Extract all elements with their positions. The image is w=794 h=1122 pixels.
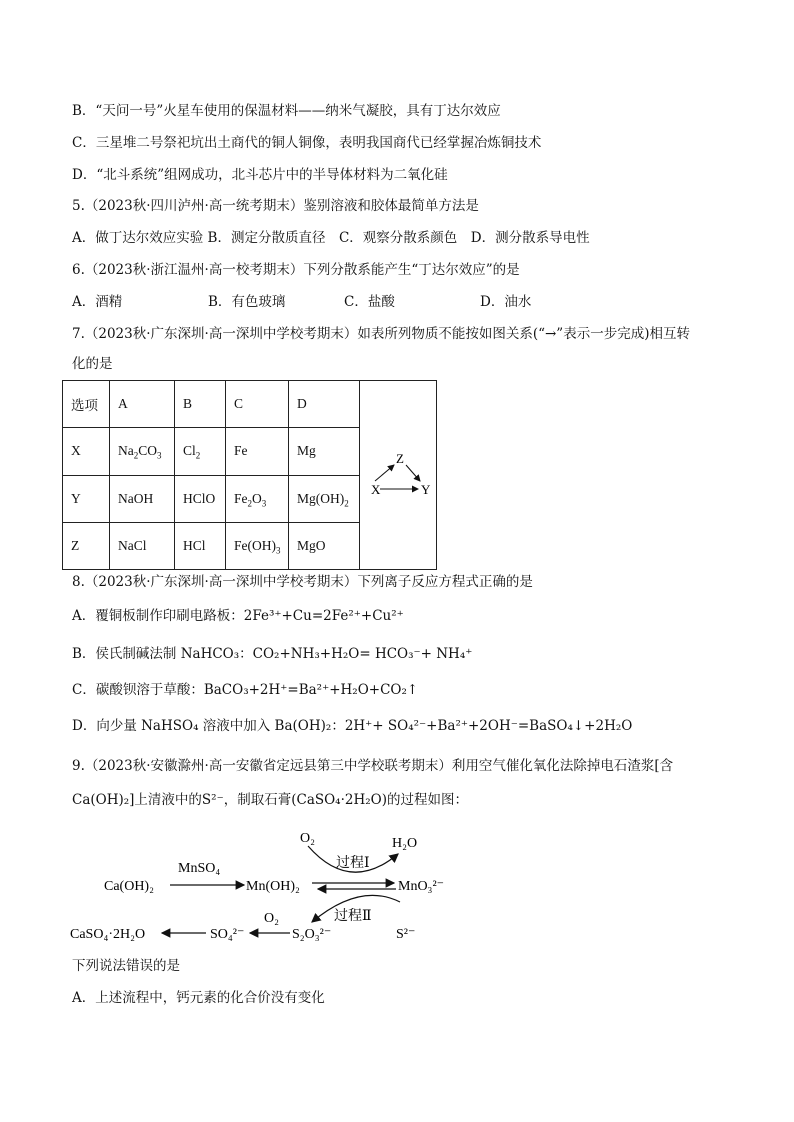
q6-option-b: B．有色玻璃 [208,294,286,310]
table-cell: HClO [175,475,226,522]
table-cell: NaCl [110,522,175,569]
flow-caoh2: Ca(OH)₂ [104,879,154,894]
flow-process1: 过程Ⅰ [336,856,370,871]
flow-mnso4: MnSO₄ [178,861,221,876]
table-cell: MgO [289,522,360,569]
table-cell: Z [63,522,110,569]
q7-stem-line2: 化的是 [72,356,113,372]
table-row [63,381,437,428]
q9-stem-line1: 9.（2023秋·安徽滁州·高一安徽省定远县第三中学校联考期末）利用空气催化氧化法除掉电石渣浆[含 [72,758,674,774]
q7-table [62,380,437,570]
diagram-label-z: Z [396,451,404,466]
table-cell: $Cl_2$ [175,428,226,475]
table-cell: Fe [226,428,289,475]
q9-option-a: A．上述流程中，钙元素的化合价没有变化 [72,990,325,1006]
diagram-label-x: X [371,482,381,497]
table-header-cell: B [175,381,226,428]
arrow-z-to-y [406,465,420,481]
table-header-cell: 选项 [63,381,110,428]
arrow-x-to-z [375,465,394,481]
table-cell: NaOH [110,475,175,522]
q7-diagram-cell [360,381,437,570]
q9-process-diagram [60,822,480,950]
table-cell: HCl [175,522,226,569]
table-cell: $Na_2CO_3$ [110,428,175,475]
table-cell: $Fe(OH)_3$ [226,522,289,569]
q6-option-a: A．酒精 [72,294,123,310]
q5-options: A．做丁达尔效应实验 B．测定分散质直径 C．观察分散系颜色 D．测分散系导电性 [72,230,590,246]
q6-option-c: C．盐酸 [344,294,395,310]
q7-triangle-diagram [360,381,436,565]
q8-stem: 8.（2023秋·广东深圳·高一深圳中学校考期末）下列离子反应方程式正确的是 [72,574,533,590]
table-header-cell: C [226,381,289,428]
q7-stem-line1: 7.（2023秋·广东深圳·高一深圳中学校考期末）如表所列物质不能按如图关系(“→”表示一步完成)相互转 [72,326,690,342]
flow-s2o3: S₂O₃²⁻ [292,927,332,942]
flow-so4: SO₄²⁻ [210,927,245,942]
q9-question: 下列说法错误的是 [72,958,180,974]
table-cell: Mg [289,428,360,475]
flow-mno3: MnO₃²⁻ [398,879,445,894]
flow-o2-bottom: O₂ [264,911,279,926]
q8-option-c: C．碳酸钡溶于草酸：BaCO₃+2H⁺=Ba²⁺+H₂O+CO₂↑ [72,682,419,698]
table-cell: X [63,428,110,475]
flow-h2o: H₂O [392,836,418,851]
table-cell: $Mg(OH)_2$ [289,475,360,522]
diagram-label-y: Y [421,482,431,497]
q4-option-b: B．“天问一号”火星车使用的保温材料——纳米气凝胶，具有丁达尔效应 [72,103,501,119]
q4-option-d: D．“北斗系统”组网成功，北斗芯片中的半导体材料为二氧化硅 [72,167,448,183]
table-cell: Y [63,475,110,522]
q6-option-d: D．油水 [480,294,532,310]
table-header-cell: D [289,381,360,428]
q5-stem: 5.（2023秋·四川泸州·高一统考期末）鉴别溶液和胶体最简单方法是 [72,198,479,214]
table-header-cell: A [110,381,175,428]
flow-mnoh2: Mn(OH)₂ [246,879,300,894]
table-cell: $Fe_2O_3$ [226,475,289,522]
flow-o2-top: O₂ [300,831,315,846]
q9-stem-line2: Ca(OH)₂]上清液中的S²⁻，制取石膏(CaSO₄·2H₂O)的过程如图： [72,792,468,808]
q8-option-b: B．侯氏制碱法制 NaHCO₃：CO₂+NH₃+H₂O= HCO₃⁻+ NH₄⁺ [72,646,473,662]
flow-s2: S²⁻ [396,927,416,942]
flow-process2: 过程Ⅱ [334,909,372,924]
q8-option-d: D．向少量 NaHSO₄ 溶液中加入 Ba(OH)₂：2H⁺+ SO₄²⁻+Ba²⁺+2OH⁻=BaSO₄↓+2H₂O [72,718,633,734]
q8-option-a: A．覆铜板制作印刷电路板：2Fe³⁺+Cu=2Fe²⁺+Cu²⁺ [72,608,404,624]
q6-options [72,292,531,312]
flow-caso4: CaSO₄·2H₂O [70,927,146,942]
q4-option-c: C．三星堆二号祭祀坑出土商代的铜人铜像，表明我国商代已经掌握冶炼铜技术 [72,135,542,151]
q6-stem: 6.（2023秋·浙江温州·高一校考期末）下列分散系能产生“丁达尔效应”的是 [72,262,520,278]
